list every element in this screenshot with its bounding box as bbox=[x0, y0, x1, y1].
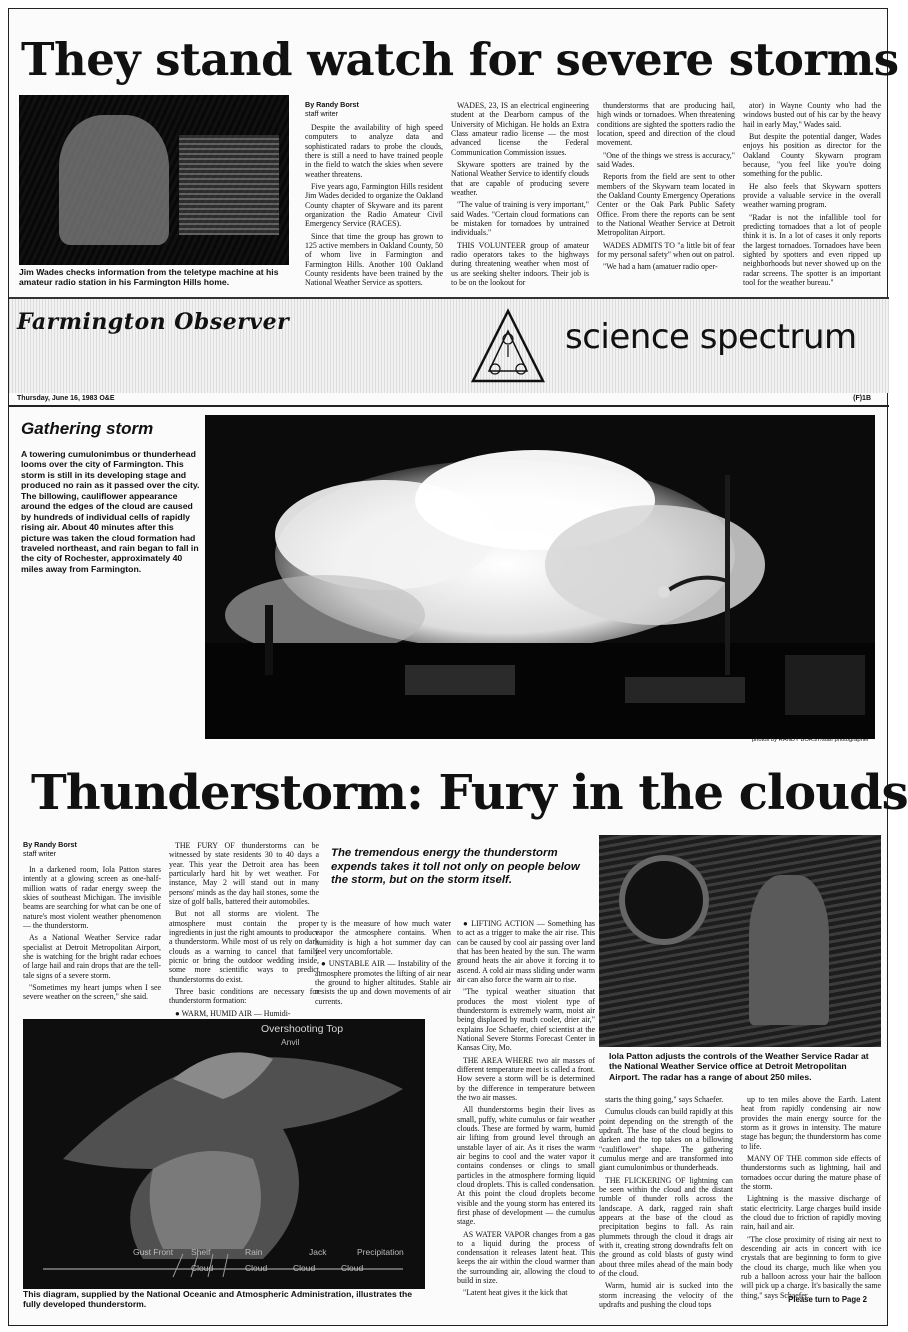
paragraph: Skyware spotters are trained by the National Weather Service to identify clouds that are capable of producing severe weather. bbox=[451, 159, 589, 197]
paragraph: ty is the measure of how much water vapor the atmosphere contains. When humidity is high a hot summer day can feel very uncomfortable. bbox=[315, 919, 451, 956]
top-column-2 bbox=[451, 101, 589, 295]
paragraph: Lightning is the massive discharge of static electricity. Large charges build inside the cloud due to friction of rapidly moving rain, hail and air. bbox=[741, 1194, 881, 1232]
byline-author: By Randy Borst bbox=[305, 100, 359, 109]
photo-caption-radar: Iola Patton adjusts the controls of the Weather Service Radar at the National Weather Service office at Detroit Metropolitan Airport. The radar has a range of about 250 miles. bbox=[609, 1051, 869, 1082]
main-column-3 bbox=[315, 919, 451, 1015]
paragraph: "The close proximity of rising air next to descending air acts in concert with ice crystals that are beginning to form to give the cloud its charge, much like when you rub a balloon across your hair the balloon will pick up a charge. It's basically the same thing," says Schaefer. bbox=[741, 1234, 881, 1300]
top-column-3 bbox=[597, 101, 735, 295]
paragraph: In a darkened room, Iola Patton stares intently at a glowing screen as one-half-million watts of radar energy sweep the skies of southeast Michigan. The invisible beams are searching for what can be one of nature's most violent weather phenomenon — the thunderstorm. bbox=[23, 865, 161, 930]
thunderstorm-diagram bbox=[23, 1019, 425, 1289]
paragraph: starts the thing going," says Schaefer. bbox=[605, 1095, 724, 1104]
diagram-label-anvil: Anvil bbox=[281, 1037, 300, 1047]
diagram-caption: This diagram, supplied by the National Oceanic and Atmospheric Administration, illustrates the fully developed thunderstorm. bbox=[23, 1289, 413, 1310]
continued-on-page: Please turn to Page 2 bbox=[788, 1295, 867, 1304]
diagram-label-cloud: Cloud bbox=[341, 1263, 364, 1273]
diagram-label-cloud: Cloud bbox=[245, 1263, 268, 1273]
paragraph: ator) in Wayne County who had the windows busted out of his car by the heavy hail in early May," Wades said. bbox=[743, 101, 881, 129]
paragraph: AS WATER VAPOR changes from a gas to a liquid during the process of condensation it releases latent heat. This keeps the air within the cloud warmer than the surrounding air, allowing the cloud to build in size. bbox=[457, 1229, 595, 1286]
diagram-label-gust-front: Gust Front bbox=[133, 1247, 174, 1257]
main-byline bbox=[23, 841, 77, 858]
paragraph: WADES ADMITS TO "a little bit of fear for my personal safety" when out on patrol. bbox=[597, 240, 735, 259]
dateline: Thursday, June 16, 1983 O&E bbox=[17, 395, 115, 402]
diagram-label-cloud: Cloud bbox=[293, 1263, 316, 1273]
divider bbox=[9, 405, 889, 407]
top-column-1 bbox=[305, 123, 443, 295]
photo-radar-operator bbox=[599, 835, 881, 1047]
page-number: (F)1B bbox=[853, 395, 871, 402]
paragraph: "Sometimes my heart jumps when I see severe weather on the screen," she said. bbox=[23, 982, 161, 1002]
photo-jim-wades bbox=[19, 95, 289, 265]
paragraph: ● LIFTING ACTION — Something has to act as a trigger to make the air rise. This can be caused by cool air passing over land that has been heated by the sun. The warm ground heats the air above it forcing it to ascend. A cold air mass sliding under warm air can also force the warm air to rise. bbox=[457, 919, 595, 984]
diagram-label-rain: Rain bbox=[245, 1247, 263, 1257]
paragraph: Reports from the field are sent to other members of the Skywarn team located in the Oakland County Emergency Operations Center or the Oak Park Public Safety Office. From there the reports can be sent to the National Weather Service at Detroit Metropolitan Airport. bbox=[597, 172, 735, 238]
main-column-5 bbox=[599, 1095, 733, 1309]
paragraph: "One of the things we stress is accuracy," said Wades. bbox=[597, 150, 735, 169]
paragraph: MANY OF THE common side effects of thunderstorms such as lightning, hail and tornadoes occur during the mature phase of the storm. bbox=[741, 1153, 881, 1191]
newspaper-page bbox=[8, 8, 908, 1326]
pull-quote: The tremendous energy the thunderstorm expends takes it toll not only on people below the storm, but on the storm itself. bbox=[331, 847, 580, 887]
paragraph: thunderstorms that are producing hail, high winds or tornadoes. When threatening conditions are sighted the spotters radio the location, speed and direction of the cloud movement. bbox=[597, 101, 735, 148]
main-headline: Thunderstorm: Fury in the clouds bbox=[31, 765, 908, 821]
byline-role: staff writer bbox=[305, 108, 339, 118]
top-byline bbox=[305, 101, 359, 118]
gathering-storm-title: Gathering storm bbox=[21, 419, 154, 438]
paragraph: THE FLICKERING OF lightning can be seen within the cloud and the distant rumble of thunder rolls across the landscape. A dark, ragged rain shaft appears at the base of the cloud as precipitation begins to fall. As rain plummets through the cloud it drags air with it, creating strong downdrafts felt on the ground as cold blasts of gusty wind about three miles ahead of the main body of the cloud. bbox=[599, 1175, 733, 1278]
top-headline: They stand watch for severe storms bbox=[21, 33, 899, 86]
paragraph: THIS VOLUNTEER group of amateur radio operators takes to the highways during threatening weather when most of us are seeking shelter indoors. Their job is to be on the lookout for bbox=[451, 240, 589, 287]
masthead-paper-name: Farmington Observer bbox=[17, 309, 290, 335]
paragraph: Warm, humid air is sucked into the storm increasing the velocity of the updrafts and pushing the cloud tops bbox=[599, 1281, 733, 1309]
gathering-storm-caption: A towering cumulonimbus or thunderhead looms over the city of Farmington. This storm is still in its developing stage and produced no rain as it passed over the city. The billowing, cauliflower appearance around the edges of the cloud are caused by hundreds of individual cells of rapidly rising air. About 40 minutes after this picture was taken the cloud formation had traveled northeast, and rain began to fall in the city of Rochester, approximately 40 miles away from Farmington. bbox=[21, 449, 200, 574]
byline-role: staff writer bbox=[23, 848, 57, 858]
paragraph: ● UNSTABLE AIR — Instability of the atmosphere promotes the lifting of air near the ground to higher altitudes. Stable air resists the up and down movements of air currents. bbox=[315, 959, 451, 1006]
science-triangle-logo bbox=[471, 309, 545, 385]
paragraph: THE AREA WHERE two air masses of different temperature meet is called a front. How severe a storm will be is determined by the difference in temperature between the two air masses. bbox=[457, 1055, 595, 1102]
photo-credit: photos by RANDY BORST/staff photographer bbox=[751, 737, 869, 743]
paragraph: Cumulus clouds can build rapidly at this point depending on the strength of the updraft. The base of the cloud begins to darken and the top takes on a billowing "cauliflower" shape. The gathering cumulus merge and are transformed into giant cumulonimbus or thunderheads. bbox=[599, 1107, 733, 1173]
paragraph: "Radar is not the infallible tool for predicting tornadoes that a lot of people think it is. In a lot of cases it only reports the largest tornadoes. Tornadoes have been sighted by spotters and even ripped up neighborhoods but never showed up on the radar screens. The spotter is an important tool for the weather bureau." bbox=[743, 212, 881, 287]
paragraph: THE FURY OF thunderstorms can be witnessed by state residents 30 to 40 days a year. This year the Detroit area has been particularly hard hit by wet weather. For instance, May 2 will stand out in many persons' minds as the day hail stones, some the size of golf balls, battered their automobiles. bbox=[169, 841, 319, 906]
byline-author: By Randy Borst bbox=[23, 840, 77, 849]
main-column-2 bbox=[169, 841, 319, 1018]
diagram-label-shelf: Shelf bbox=[191, 1247, 211, 1257]
storm-cloud-image bbox=[205, 415, 875, 739]
photo-caption-jim: Jim Wades checks information from the teletype machine at his amateur radio station in his Farmington Hills home. bbox=[19, 267, 279, 288]
paragraph: up to ten miles above the Earth. Latent heat from rapidly condensing air now provides the main energy source for the storm as it grows in intensity. The mature stage has begun; the thunderstorm has come to life. bbox=[741, 1095, 881, 1151]
diagram-label-jack: Jack bbox=[309, 1247, 327, 1257]
main-column-1 bbox=[23, 865, 161, 1015]
paragraph: All thunderstorms begin their lives as small, puffy, white cumulus or fair weather clouds. These are formed by warm, humid air lifting from ground level through an unstable layer of air. As it rises the warm air begins to cool and the water vapor it contains condenses or clings to small particles in the atmosphere forming liquid cloud droplets. This is called condensation. At this point the cloud droplets become visible and the young storm has entered its first phase of development — the cumulus stage. bbox=[457, 1105, 595, 1227]
paragraph: ● WARM, HUMID AIR — Humidi- bbox=[175, 1008, 291, 1018]
paragraph: "Latent heat gives it the kick that bbox=[463, 1288, 568, 1298]
diagram-label-precipitation: Precipitation bbox=[357, 1247, 404, 1257]
paragraph: But not all storms are violent. The atmosphere must contain the proper ingredients in just the right amounts to produce a thunderstorm. While most of us rely on dark clouds as a warning to cancel that family picnic or bring the outdoor wedding inside, some more scientific ways to predict thunderstorms do exist. bbox=[169, 909, 319, 984]
paragraph: Three basic conditions are necessary for thunderstorm formation: bbox=[169, 986, 319, 1006]
paragraph: Despite the availability of high speed computers to analyze data and sophisticated radars to probe the clouds, there is still a need to have trained people in the field to watch the skies when severe weather threatens. bbox=[305, 123, 443, 179]
top-column-4 bbox=[743, 101, 881, 295]
paragraph: "The value of training is very important," said Wades. "Certain cloud formations can be mistaken for tornadoes by untrained individuals." bbox=[451, 200, 589, 238]
paragraph: Since that time the group has grown to 125 active members in Oakland County, 50 of whom live in Farmington and Farmington Hills. Another 100 Oakland County residents have been trained by the National Weather Service as spotters. bbox=[305, 231, 443, 288]
diagram-label-overshooting-top: Overshooting Top bbox=[261, 1023, 344, 1035]
main-column-4 bbox=[457, 919, 595, 1305]
paragraph: He also feels that Skywarn spotters provide a valuable service in the overall weather warning program. bbox=[743, 181, 881, 210]
paragraph: But despite the potential danger, Wades enjoys his position as director for the Oakland County Skywarn program because, "you feel like you're doing something for the public. bbox=[743, 131, 881, 179]
paragraph: "The typical weather situation that produces the most violent type of thunderstorm is extremely warm, moist air being displaced by much cooler, drier air," explains Joe Schaefer, chief scientist at the National Severe Storms Forecast Center in Kansas City, Mo. bbox=[457, 987, 595, 1053]
paragraph: WADES, 23, IS an electrical engineering student at the Dearborn campus of the University of Michigan. He holds an Extra Class amateur radio license — the most advanced license the Federal Communication Commission issues. bbox=[451, 101, 589, 157]
paragraph: As a National Weather Service radar specialist at Detroit Metropolitan Airport, she is watching for the bright radar echoes of large hail and rain drops that are the tell-tale signs of a severe storm. bbox=[23, 933, 161, 980]
section-title: science spectrum bbox=[565, 317, 857, 357]
paragraph: "We had a ham (amatuer radio oper- bbox=[603, 262, 718, 272]
diagram-label-cloud: Cloud bbox=[191, 1263, 214, 1273]
photo-storm-cloud bbox=[205, 415, 875, 739]
paragraph: Five years ago, Farmington Hills resident Jim Wades decided to organize the Oakland County chapter of Skyware and its parent organization the Radio Amateur Civil Emergency Service (RACES). bbox=[305, 181, 443, 229]
